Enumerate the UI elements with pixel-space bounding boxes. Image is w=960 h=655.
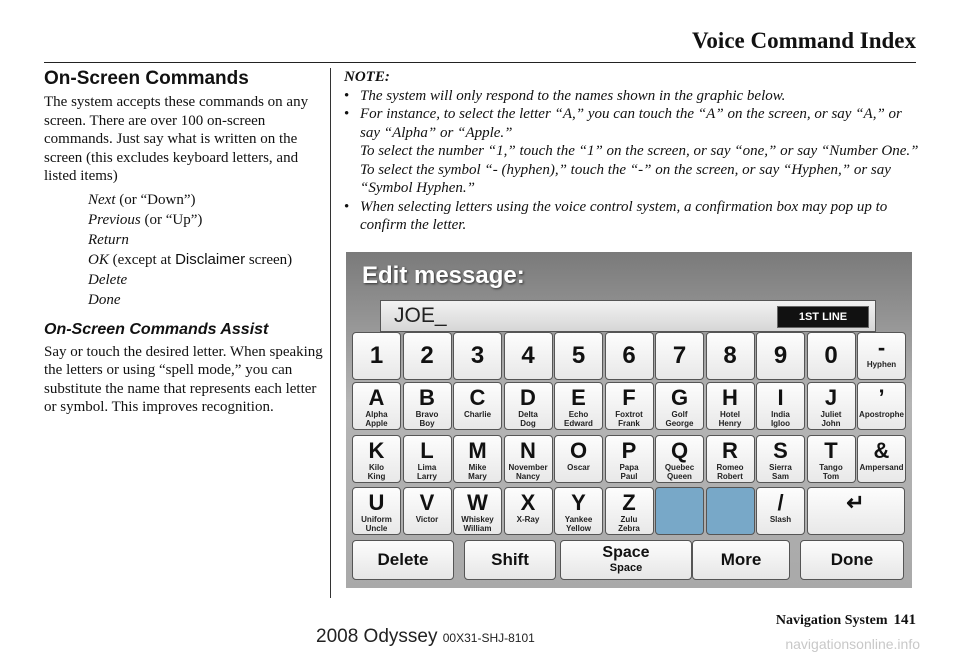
done-button[interactable]: Done bbox=[800, 540, 904, 580]
key-alias-label: Romeo Robert bbox=[716, 463, 744, 481]
key-character: 1 bbox=[369, 342, 384, 369]
command-item: OK (except at Disclaimer screen) bbox=[88, 250, 293, 268]
key-character: X bbox=[520, 490, 536, 515]
key-character: N bbox=[520, 438, 536, 463]
key-kilo[interactable] bbox=[352, 435, 401, 483]
key-alias-label: Ampersand bbox=[859, 463, 904, 472]
more-button[interactable]: More bbox=[692, 540, 790, 580]
command-item: Return bbox=[88, 231, 129, 248]
key-papa[interactable] bbox=[605, 435, 654, 483]
key-character: A bbox=[368, 385, 385, 410]
key-alias-label: Lima Larry bbox=[416, 463, 437, 481]
key-character: Y bbox=[571, 490, 586, 515]
key-apostrophe[interactable] bbox=[857, 382, 906, 430]
screen-title: Edit message: bbox=[362, 262, 525, 289]
key-alias-label: Sierra Sam bbox=[769, 463, 792, 481]
key-lima[interactable] bbox=[403, 435, 452, 483]
key-tango[interactable] bbox=[807, 435, 856, 483]
key-character: 4 bbox=[521, 342, 535, 369]
notes-column bbox=[344, 68, 920, 235]
key-character: T bbox=[824, 438, 838, 463]
key-character: K bbox=[368, 438, 385, 463]
note-item: • When selecting letters using the voice control system, a confirmation box may pop up to confirm the letter. bbox=[344, 198, 888, 233]
key-alias-label: Quebec Queen bbox=[664, 463, 695, 481]
key-yankee[interactable] bbox=[554, 487, 603, 535]
key-character: M bbox=[468, 438, 487, 463]
key-character: O bbox=[569, 438, 588, 463]
key-ampersand[interactable] bbox=[857, 435, 906, 483]
key-character: 5 bbox=[571, 342, 586, 369]
key-hyphen[interactable] bbox=[857, 332, 906, 380]
key-alias-label: Hyphen bbox=[866, 360, 897, 369]
key-uniform[interactable] bbox=[352, 487, 401, 535]
key-3[interactable] bbox=[453, 332, 502, 380]
notes-list bbox=[344, 87, 920, 235]
key-character: ↵ bbox=[846, 490, 865, 515]
key-alias-label: Hotel Henry bbox=[718, 410, 742, 428]
key-character: G bbox=[670, 385, 689, 410]
key-character: E bbox=[571, 385, 586, 410]
delete-button[interactable]: Delete bbox=[352, 540, 454, 580]
assist-title: On-Screen Commands Assist bbox=[44, 320, 269, 338]
key-alias-label: Apostrophe bbox=[859, 410, 904, 419]
key-alias-label: Charlie bbox=[463, 410, 492, 419]
key-alias-label: November Nancy bbox=[508, 463, 548, 481]
key-alias-label: Slash bbox=[769, 515, 792, 524]
key-sierra[interactable] bbox=[756, 435, 805, 483]
key-character: ’ bbox=[878, 385, 885, 410]
page-header-title: Voice Command Index bbox=[691, 28, 916, 53]
key-character: / bbox=[777, 490, 784, 515]
note-label: NOTE: bbox=[344, 69, 390, 85]
footer-model: 2008 Odyssey 00X31-SHJ-8101 bbox=[316, 626, 535, 647]
assist-text: Say or touch the desired letter. When speaking the letters or using “spell mode,” you can substitute the name that represents each letter or symbol. This improves recognition. bbox=[44, 343, 323, 415]
edit-message-screen bbox=[346, 252, 912, 588]
entry-text: JOE_ bbox=[394, 304, 447, 327]
command-list bbox=[88, 190, 324, 310]
key-character: W bbox=[467, 490, 488, 515]
blank-key bbox=[706, 487, 755, 535]
key-alias-label: Mike Mary bbox=[468, 463, 487, 481]
key-character: 7 bbox=[672, 342, 687, 369]
key-character: R bbox=[722, 438, 738, 463]
key-alias-label: Juliet John bbox=[820, 410, 842, 428]
key-foxtrot[interactable] bbox=[605, 382, 654, 430]
key-character: 6 bbox=[622, 342, 636, 369]
key-alias-label: X-Ray bbox=[516, 515, 540, 524]
section-title: On-Screen Commands bbox=[44, 68, 249, 89]
key-alias-label: Zulu Zebra bbox=[618, 515, 640, 533]
line-select-button[interactable]: 1ST LINE bbox=[777, 306, 869, 328]
command-item: Next (or “Down”) bbox=[88, 191, 196, 208]
column-divider bbox=[330, 68, 331, 598]
key-delta[interactable] bbox=[504, 382, 553, 430]
key-character: 3 bbox=[470, 342, 485, 369]
header-rule bbox=[44, 62, 916, 63]
key-8[interactable] bbox=[706, 332, 755, 380]
watermark: navigationsonline.info bbox=[785, 636, 920, 652]
key-character: V bbox=[419, 490, 435, 515]
blank-key bbox=[655, 487, 704, 535]
key-4[interactable] bbox=[504, 332, 553, 380]
key-character: I bbox=[777, 385, 784, 410]
key-november[interactable] bbox=[504, 435, 553, 483]
command-item: Delete bbox=[88, 271, 128, 288]
key-character: 9 bbox=[773, 342, 788, 369]
key-character: P bbox=[621, 438, 637, 463]
note-item: • For instance, to select the letter “A,” you can touch the “A” on the screen, or say “A,” or say “Alpha” or “Apple.” To select the number “1,” touch the “1” on the screen, or say “one,” or say “Number One.” To select the symbol “- (hyphen),” touch the “-” on the screen, or say “Hyphen,” or say “Symbol Hyphen.” bbox=[344, 106, 919, 196]
key-alias-label: Kilo King bbox=[367, 463, 386, 481]
left-column bbox=[44, 68, 324, 417]
page-number: 141 bbox=[893, 612, 916, 628]
key-character: Z bbox=[622, 490, 636, 515]
key-2[interactable] bbox=[403, 332, 452, 380]
key-character: H bbox=[722, 385, 738, 410]
footer-nav: Navigation System 141 bbox=[775, 612, 916, 628]
shift-button[interactable]: Shift bbox=[464, 540, 556, 580]
key-alias-label: Foxtrot Frank bbox=[615, 410, 643, 428]
key-alias-label: Tango Tom bbox=[819, 463, 843, 481]
key-whiskey[interactable] bbox=[453, 487, 502, 535]
key-alias-label: Yankee Yellow bbox=[564, 515, 593, 533]
key-character: F bbox=[622, 385, 636, 410]
command-item: Previous (or “Up”) bbox=[88, 211, 203, 228]
key-bravo[interactable] bbox=[403, 382, 452, 430]
key-alias-label: Bravo Boy bbox=[415, 410, 439, 428]
intro-text: The system accepts these commands on any screen. There are over 100 on-screen commands. Just say what is written on the screen (this excludes keyboard letters, and listed items) bbox=[44, 94, 309, 184]
key-character: Q bbox=[670, 438, 689, 463]
key-character: C bbox=[469, 385, 486, 410]
key-x-ray[interactable] bbox=[504, 487, 553, 535]
key-mike[interactable] bbox=[453, 435, 502, 483]
key-character: 0 bbox=[824, 342, 838, 369]
key-alias-label: Papa Paul bbox=[619, 463, 639, 481]
note-item: • The system will only respond to the names shown in the graphic below. bbox=[344, 87, 786, 104]
key-golf[interactable] bbox=[655, 382, 704, 430]
key-6[interactable] bbox=[605, 332, 654, 380]
key-alpha[interactable] bbox=[352, 382, 401, 430]
key-slash[interactable] bbox=[756, 487, 805, 535]
key-character: 8 bbox=[723, 342, 737, 369]
key-romeo[interactable] bbox=[706, 435, 755, 483]
key-quebec[interactable] bbox=[655, 435, 704, 483]
message-entry-field[interactable] bbox=[380, 300, 876, 332]
key-alias-label: Uniform Uncle bbox=[361, 515, 392, 533]
key-character: B bbox=[419, 385, 435, 410]
key-character: 2 bbox=[420, 342, 434, 369]
key-alias-label: Victor bbox=[415, 515, 439, 524]
key-character: D bbox=[520, 385, 536, 410]
key-9[interactable] bbox=[756, 332, 805, 380]
space-button[interactable]: Space Space bbox=[560, 540, 692, 580]
key-zulu[interactable] bbox=[605, 487, 654, 535]
key-alias-label: Golf George bbox=[665, 410, 694, 428]
key-character: L bbox=[420, 438, 434, 463]
key-character: & bbox=[873, 438, 890, 463]
enter-key[interactable] bbox=[807, 487, 905, 535]
key-alias-label: India Igloo bbox=[770, 410, 791, 428]
key-alias-label: Alpha Apple bbox=[365, 410, 388, 428]
key-alias-label: Delta Dog bbox=[518, 410, 538, 428]
key-character: S bbox=[773, 438, 788, 463]
key-7[interactable] bbox=[655, 332, 704, 380]
key-india[interactable] bbox=[756, 382, 805, 430]
key-character: J bbox=[824, 385, 838, 410]
key-alias-label: Echo Edward bbox=[564, 410, 593, 428]
key-0[interactable] bbox=[807, 332, 856, 380]
key-character: - bbox=[877, 335, 886, 360]
key-alias-label: Whiskey William bbox=[461, 515, 494, 533]
key-charlie[interactable] bbox=[453, 382, 502, 430]
key-character: U bbox=[368, 490, 385, 515]
key-alias-label: Oscar bbox=[567, 463, 590, 472]
key-victor[interactable] bbox=[403, 487, 452, 535]
key-echo[interactable] bbox=[554, 382, 603, 430]
command-item: Done bbox=[88, 291, 121, 308]
key-juliet[interactable] bbox=[807, 382, 856, 430]
key-5[interactable] bbox=[554, 332, 603, 380]
key-oscar[interactable] bbox=[554, 435, 603, 483]
key-1[interactable] bbox=[352, 332, 401, 380]
key-hotel[interactable] bbox=[706, 382, 755, 430]
